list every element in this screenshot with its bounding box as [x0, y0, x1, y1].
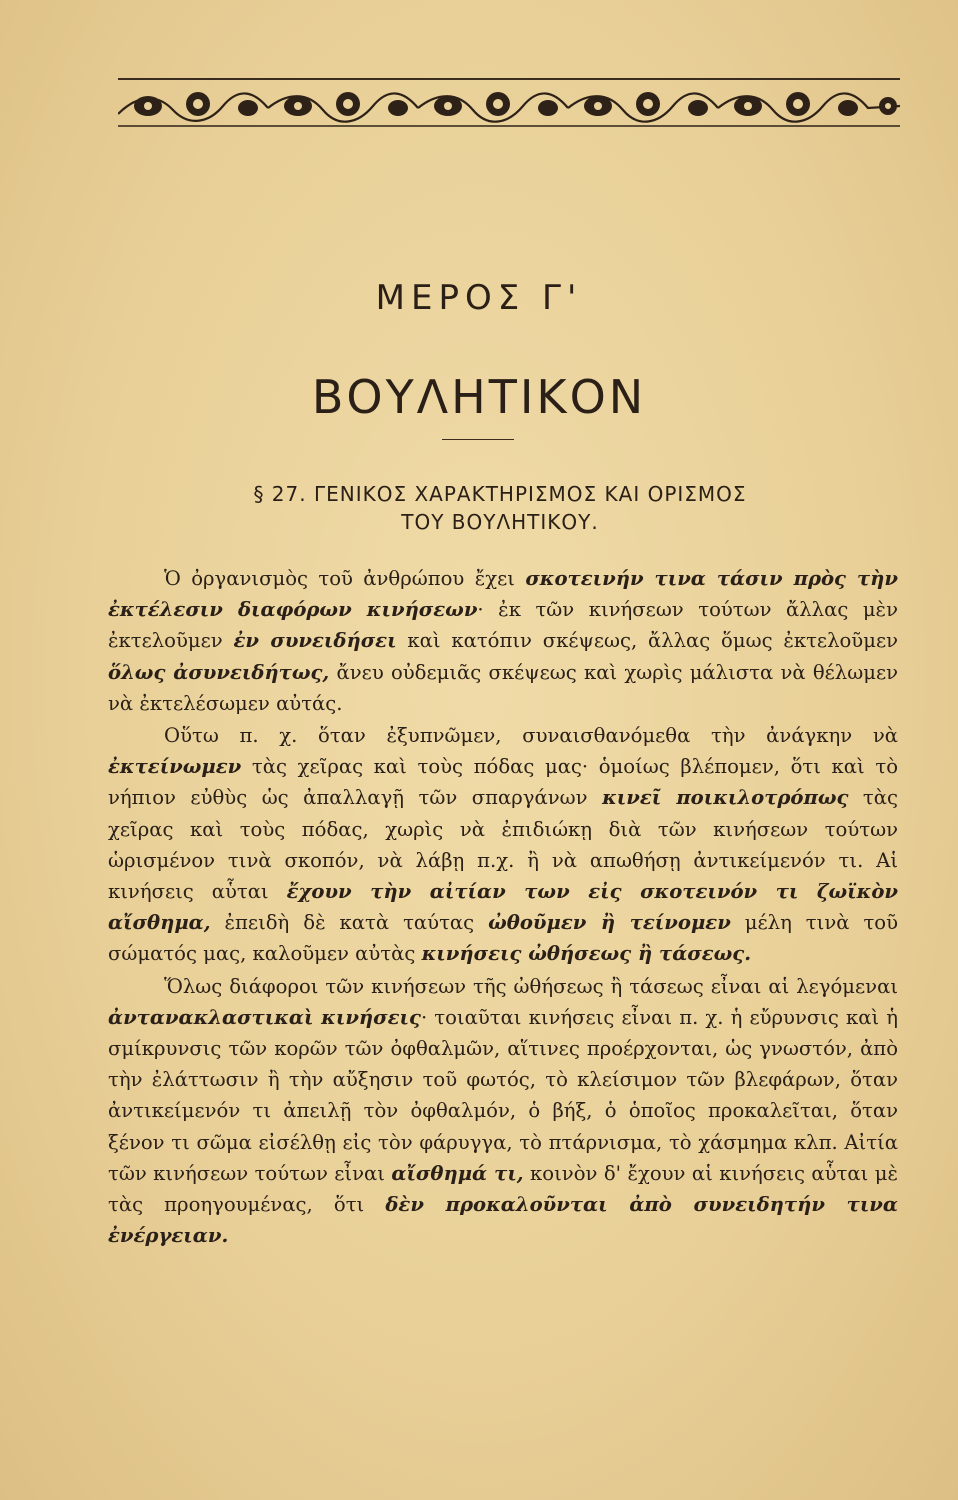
- text-run: · ἐκ τῶν κινήσεων τούτων ἄλλας μὲν ἐκτελοῦμεν: [108, 598, 898, 653]
- paragraph-1: [108, 563, 898, 719]
- text-run: Ὁ ὀργανισμὸς τοῦ ἀνθρώπου ἔχει: [164, 567, 526, 590]
- emphasis-run: ἔχουν τὴν αἰτίαν των εἰς σκοτεινόν τι ζωϊκὸν αἴσθημα,: [108, 880, 899, 935]
- section-heading: [190, 480, 810, 536]
- section-heading-line-2: ΤΟΥ ΒΟΥΛΗΤΙΚΟΥ.: [401, 510, 599, 534]
- chapter-title: ΒΟΥΛΗΤΙΚΟΝ: [311, 370, 647, 424]
- text-run: μέλη τινὰ τοῦ σώματός μας, καλοῦμεν αὐτὰς: [108, 911, 898, 966]
- text-run: ἐπειδὴ δὲ κατὰ ταύτας: [210, 911, 489, 935]
- text-run: τὰς χεῖρας καὶ τοὺς πόδας, χωρὶς νὰ ἐπιδιώκῃ διὰ τῶν κινήσεων τούτων ὡρισμένον τινὰ σκοπόν, νὰ λάβῃ π.χ. ἢ νὰ απωθήσῃ ἀντικείμενόν τι. Αἱ κινήσεις αὗται: [108, 786, 898, 904]
- title-divider: [442, 439, 514, 440]
- text-run: ἄνευ οὐδεμιᾶς σκέψεως καὶ χωρὶς μάλιστα νὰ θέλωμεν νὰ ἐκτελέσωμεν αὐτάς.: [108, 660, 899, 715]
- emphasis-run: ἐκτείνωμεν: [108, 755, 242, 779]
- emphasis-run: κινεῖ ποικιλοτρόπως: [602, 786, 849, 810]
- ornamental-border-icon: [118, 84, 900, 128]
- emphasis-run: αἴσθημά τι,: [391, 1161, 524, 1185]
- emphasis-run: ἐν συνειδήσει: [233, 629, 397, 653]
- emphasis-run: ὠθοῦμεν ἢ τείνομεν: [488, 911, 731, 935]
- text-run: κοινὸν δ' ἔχουν αἱ κινήσεις αὗται μὲ τὰς προηγουμένας, ὅτι: [108, 1161, 898, 1217]
- emphasis-run: ὅλως ἀσυνειδήτως,: [108, 660, 330, 684]
- section-heading-line-1: § 27. ΓΕΝΙΚΟΣ ΧΑΡΑΚΤΗΡΙΣΜΟΣ ΚΑΙ ΟΡΙΣΜΟΣ: [253, 482, 747, 506]
- text-run: καὶ κατόπιν σκέψεως, ἄλλας ὅμως ἐκτελοῦμεν: [396, 629, 899, 653]
- emphasis-run: κινήσεις ὠθήσεως ἢ τάσεως.: [421, 942, 752, 966]
- emphasis-run: ἀντανακλαστικαὶ κινήσεις: [108, 1005, 421, 1029]
- text-run: τὰς χεῖρας καὶ τοὺς πόδας μας· ὁμοίως βλέπομεν, ὅτι καὶ τὸ νήπιον εὐθὺς ὡς ἀπαλλαγῇ τῶν σπαργάνων: [108, 755, 898, 810]
- text-run: Ὅλως διάφοροι τῶν κινήσεων τῆς ὠθήσεως ἢ τάσεως εἶναι αἱ λεγόμεναι: [164, 974, 898, 998]
- header-rule: [118, 78, 900, 80]
- emphasis-run: δὲν προκαλοῦνται ἀπὸ συνειδητήν τινα ἐνέργειαν.: [108, 1193, 898, 1248]
- part-title: ΜΕΡΟΣ Γ': [375, 278, 583, 318]
- text-run: · τοιαῦται κινήσεις εἶναι π. χ. ἡ εὔρυνσις καὶ ἡ σμίκρυνσις τῶν κορῶν τῶν ὀφθαλμῶν, αἵτινες προέρχονται, ὡς γνωστόν, ἀπὸ τὴν ἐλάττωσιν ἢ τὴν αὔξησιν τοῦ φωτός, τὸ κλείσιμον τῶν βλεφάρων, ὅταν ἀντικείμενόν τι ἀπειλῇ τὸν ὀφθαλμόν, ὁ βήξ, ὁ ὁποῖος προκαλεῖται, ὅταν ξένον τι σῶμα εἰσέλθῃ εἰς τὸν φάρυγγα, τὸ πτάρνισμα, τὸ χάσμημα κλπ. Αἰτία τῶν κινήσεων τούτων εἶναι: [108, 1005, 898, 1185]
- paragraph-3: [108, 971, 898, 1252]
- body-text: [108, 563, 898, 1251]
- emphasis-run: σκοτεινήν τινα τάσιν πρὸς τὴν ἐκτέλεσιν διαφόρων κινήσεων: [108, 567, 898, 622]
- paragraph-2: [108, 720, 898, 970]
- text-run: Οὕτω π. χ. ὅταν ἐξυπνῶμεν, συναισθανόμεθα τὴν ἀνάγκην νὰ: [164, 724, 898, 748]
